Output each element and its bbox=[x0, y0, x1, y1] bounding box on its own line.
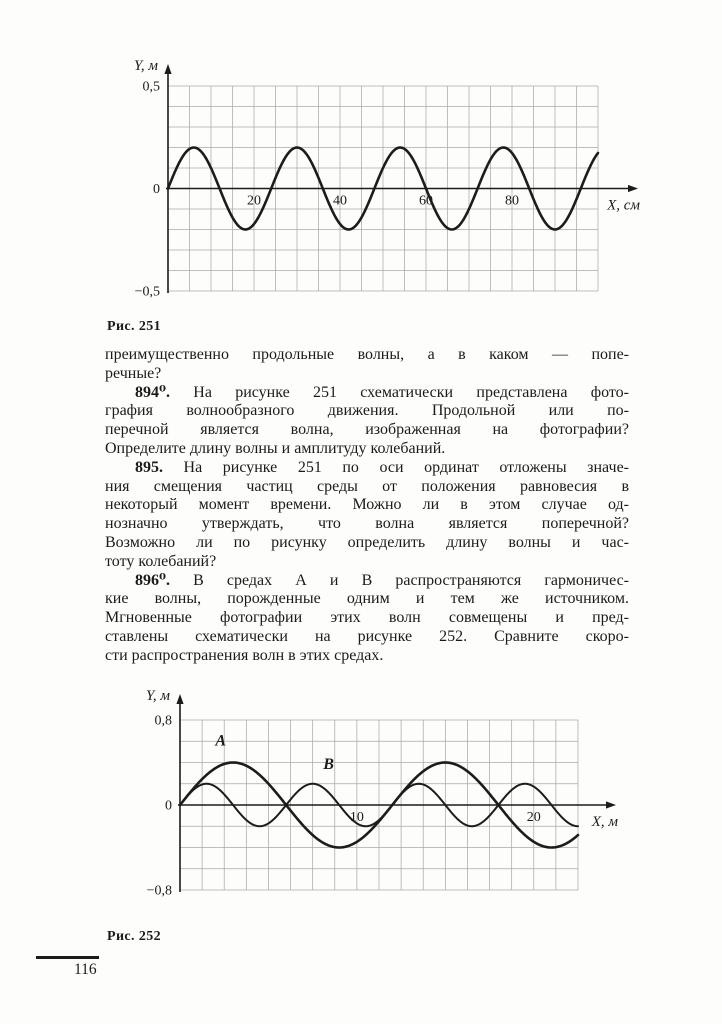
x-axis-arrow bbox=[606, 801, 616, 808]
x-tick-label: 20 bbox=[247, 193, 261, 209]
text-line: 895. На рисунке 251 по оси ординат отложены значе- bbox=[135, 458, 629, 476]
text-line: Мгновенные фотографии этих волн совмещены и пред- bbox=[105, 609, 629, 627]
x-tick-label: 60 bbox=[419, 193, 433, 209]
y-axis-title: Y, м bbox=[145, 688, 170, 704]
y-axis-arrow bbox=[164, 64, 171, 74]
problem-paragraph bbox=[105, 384, 629, 459]
text-line: речные? bbox=[105, 364, 162, 382]
axis-arrows bbox=[164, 64, 638, 192]
y-tick-label: −0,8 bbox=[146, 883, 172, 899]
wave-label-A: A bbox=[215, 732, 227, 750]
y-tick-label: 0 bbox=[153, 182, 160, 197]
problems-text bbox=[105, 346, 629, 666]
problem-number: 895. bbox=[135, 458, 163, 476]
axes bbox=[166, 70, 632, 293]
figure-252 bbox=[100, 686, 645, 941]
text-line: тоту колебаний? bbox=[105, 552, 217, 570]
figure-252-chart bbox=[100, 686, 645, 936]
x-tick-label: 80 bbox=[505, 193, 519, 209]
x-tick-label: 10 bbox=[349, 810, 364, 825]
text-line: некоторый момент времени. Можно ли в этом случае од- bbox=[105, 496, 629, 514]
axis-arrows bbox=[176, 694, 616, 809]
x-tick-label: 20 bbox=[526, 810, 541, 825]
x-axis-title: X, см bbox=[607, 197, 640, 214]
text-line: преимущественно продольные волны, а в каком — попе- bbox=[105, 346, 629, 363]
problem-number: 896⁰. bbox=[135, 571, 171, 589]
x-axis-title: X, м bbox=[591, 814, 618, 830]
y-axis-title: Y, м bbox=[133, 58, 158, 74]
problem-number: 894⁰. bbox=[135, 383, 171, 401]
text-line: Возможно ли по рисунку определить длину волны и час- bbox=[105, 533, 629, 551]
footer-rule bbox=[36, 956, 99, 959]
x-tick-label: 40 bbox=[333, 193, 347, 209]
figure-251-caption: Рис. 251 bbox=[107, 319, 162, 334]
figure-251-chart bbox=[100, 56, 645, 318]
text-line: 894⁰. На рисунке 251 схематически представлена фото- bbox=[135, 383, 629, 401]
text-line: графия волнообразного движения. Продольной или по- bbox=[105, 402, 629, 420]
text-line: ставлены схематически на рисунке 252. Сравните скоро- bbox=[105, 627, 629, 645]
problem-paragraph bbox=[105, 459, 629, 572]
text-line: нозначно утверждать, что волна является поперечной? bbox=[105, 515, 629, 533]
text-line: 896⁰. В средах А и В распространяются гармоничес- bbox=[135, 571, 629, 589]
text-line: кие волны, порожденные одним и тем же источником. bbox=[105, 590, 629, 608]
text-line: сти распространения волн в этих средах. bbox=[105, 646, 384, 664]
y-axis-arrow bbox=[176, 694, 183, 704]
wave-label-B: B bbox=[323, 755, 334, 773]
text-line: перечной является волна, изображенная на фотографии? bbox=[105, 421, 629, 439]
text-line: Определите длину волны и амплитуду колебаний. bbox=[105, 439, 446, 457]
y-tick-label: 0,8 bbox=[154, 713, 172, 729]
figure-252-caption: Рис. 252 bbox=[107, 929, 162, 944]
tick-labels bbox=[135, 80, 519, 300]
problem-paragraph bbox=[105, 346, 629, 384]
y-tick-label: −0,5 bbox=[134, 284, 160, 300]
axis-titles bbox=[134, 58, 640, 214]
y-tick-label: 0 bbox=[165, 798, 172, 814]
figure-251 bbox=[100, 56, 645, 323]
problem-paragraph bbox=[105, 572, 629, 666]
axis-titles bbox=[146, 688, 618, 830]
text-line: ния смещения частиц среды от положения равновесия в bbox=[105, 477, 629, 495]
y-tick-label: 0,5 bbox=[142, 79, 160, 95]
page-number: 116 bbox=[74, 961, 97, 978]
x-axis-arrow bbox=[628, 185, 638, 192]
